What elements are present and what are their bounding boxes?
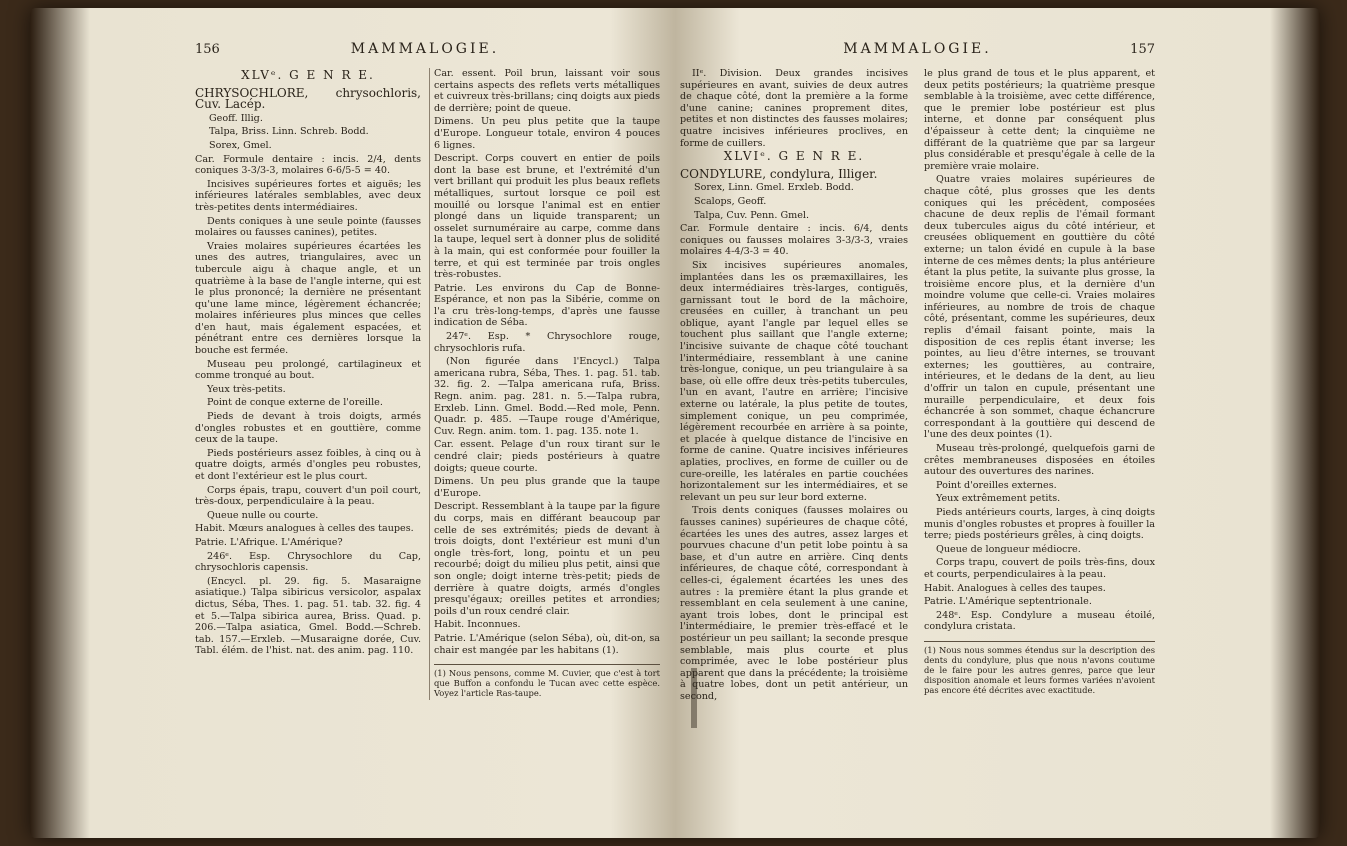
patrie-line: Patrie. Les environs du Cap de Bonne-Espérance, et non pas la Sibérie, comme on l'a cru très-long-temps, d'après une fausse indication de Séba. — [434, 282, 660, 329]
species-heading: 246ᵉ. Esp. Chrysochlore du Cap, chrysochloris capensis. — [195, 550, 421, 574]
paragraph: Pieds postérieurs assez foibles, à cinq ou à quatre doigts, armés d'ongles peu robustes, et dont l'extérieur est le plus court. — [195, 447, 421, 482]
left-column-1 — [195, 68, 421, 659]
genus-name: CHRYSOCHLORE, chrysochloris, Cuv. Lacép. — [195, 85, 421, 112]
species-references: (Non figurée dans l'Encycl.) Talpa americana rubra, Séba, Thes. 1. pag. 51. tab. 32. fig. 2. —Talpa americana rufa, Briss. Regn. anim. pag. 281. n. 5.—Talpa rubra, Erxleb. Linn. Gmel. Bodd.—Red mole, Penn. Quadr. p. 485. —Taupe rouge d'Amérique, Cuv. Regn. anim. tom. 1. pag. 135. note 1. — [434, 356, 660, 437]
essential-characters: Car. essent. Pelage d'un roux tirant sur le cendré clair; pieds postérieurs à quatre doigts; queue courte. — [434, 439, 660, 474]
synonym: Sorex, Gmel. — [209, 139, 272, 151]
paragraph: Corps trapu, couvert de poils très-fins, doux et courts, perpendiculaires à la peau. — [924, 557, 1155, 580]
running-head: MAMMALOGIE. — [350, 41, 500, 57]
dimensions: Dimens. Un peu plus petite que la taupe d'Europe. Longueur totale, environ 4 pouces 6 lignes. — [434, 116, 660, 151]
patrie-line: Patrie. L'Afrique. L'Amérique? — [195, 536, 343, 548]
description: Descript. Ressemblant à la taupe par la figure du corps, mais en différant beaucoup par celle de ses extrémités; pieds de devant à trois doigts, dont l'extérieur est muni d'un ongle très-fort, long, pointu et un peu recourbé; doigt du milieu plus petit, ainsi que son ongle; doigt interne très-petit; pieds de derrière à quatre doigts, armés d'ongles presqu'égaux; oreilles petites et arrondies; poils d'un roux cendré clair. — [434, 501, 660, 617]
paragraph: Corps épais, trapu, couvert d'un poil court, très-doux, perpendiculaire à la peau. — [195, 484, 421, 508]
species-heading: 247ᵉ. Esp. * Chrysochlore rouge, chrysochloris rufa. — [434, 331, 660, 354]
paragraph: le plus grand de tous et le plus apparent, et deux petits postérieurs; la quatrième presque semblable à la troisième, avec cette différence, que le premier lobe postérieur est plus interne, et donne par conséquent plus d'épaisseur à cette dent; la cinquième ne différant de la quatrième que par sa largeur plus considérable et presqu'égale à celle de la première vraie molaire. — [924, 68, 1155, 172]
footnote: (1) Nous nous sommes étendus sur la description des dents du condylure, plus que nous n'avons coutume de le faire pour les autres genres, parce que leur disposition anomale et leurs formes variées n'avoient pas encore été décrites avec exactitude. — [924, 641, 1155, 695]
paragraph: Point d'oreilles externes. — [936, 479, 1057, 491]
species-heading: 248ᵉ. Esp. Condylure a museau étoilé, condylura cristata. — [924, 609, 1155, 633]
paragraph: Trois dents coniques (fausses molaires ou fausses canines) supérieures de chaque côté, écartées les unes des autres, assez larges et pourvues chacune d'un petit lobe pointu à sa base, et d'un autre en arrière. Cinq dents inférieures, de chaque côté, correspondant à celles-ci, également écartées les unes des autres : la première étant la plus grande et ressemblant en cela seulement à une canine, ayant trois lobes, dont le principal est l'intermédiaire, le premier très-effacé et le postérieur un peu saillant; la seconde presque semblable, mais plus courte et plus comprimée, avec le lobe postérieur plus apparent que dans la précédente; la troisième à quatre lobes, dont un petit antérieur, un second, — [680, 505, 908, 702]
dimensions: Dimens. Un peu plus grande que la taupe d'Europe. — [434, 476, 660, 499]
dental-formula: Car. Formule dentaire : incis. 6/4, dents coniques ou fausses molaires 3-3/3-3, vraies molaires 4-4/3-3 = 40. — [680, 223, 908, 258]
paragraph: Incisives supérieures fortes et aiguës; les inférieures latérales semblables, avec deux très-petites dents intermédiaires. — [195, 178, 421, 213]
paragraph: Yeux extrêmement petits. — [936, 493, 1061, 505]
paragraph: Quatre vraies molaires supérieures de chaque côté, plus grosses que les dents coniques qui les précèdent, composées chacune de deux replis de l'émail formant deux tubercules aigus du côté intérieur, et creusées obliquement en gouttière du côté externe; un talon évidé en cupule à la base interne de ces mêmes dents; la plus antérieure étant la plus petite, la suivante plus grosse, la troisième encore plus, et la dernière d'un moindre volume que celle-ci. Vraies molaires inférieures, au nombre de trois de chaque côté, présentant, comme les supérieures, deux replis d'émail faisant pointe, mais la disposition de ces replis étant inverse; les pointes, au lieu d'être internes, se trouvant externes; les gouttières, au contraire, intérieures, et le dedans de la dent, au lieu d'offrir un talon en cupule, présentant une muraille perpendiculaire, et deux fois échancrée à son sommet, chaque échancrure correspondant à la gouttière qui descend de l'une des deux pointes (1). — [924, 174, 1155, 441]
essential-characters: Car. essent. Poil brun, laissant voir sous certains aspects des reflets verts métalliques et cuivreux très-brillans; cinq doigts aux pieds de derrière; point de queue. — [434, 68, 660, 114]
right-column-1 — [680, 68, 908, 704]
synonym: Sorex, Linn. Gmel. Erxleb. Bodd. — [694, 182, 854, 194]
synonym: Talpa, Briss. Linn. Schreb. Bodd. — [209, 126, 369, 138]
paragraph: Museau très-prolongé, quelquefois garni de crêtes membraneuses disposées en étoiles autour des ouvertures des narines. — [924, 443, 1155, 478]
page-number: 157 — [1130, 42, 1155, 57]
page-number: 156 — [195, 42, 220, 57]
habit-line: Habit. Analogues à celles des taupes. — [924, 582, 1106, 594]
genre-heading: XLVᵉ. G E N R E. — [241, 68, 375, 82]
paragraph: Point de conque externe de l'oreille. — [207, 397, 383, 409]
division-heading: IIᵉ. Division. Deux grandes incisives supérieures en avant, suivies de deux autres de chaque côté, dont la première a la forme d'une canine; canines proprement dites, petites et non distinctes des fausses molaires; quatre incisives inférieures proclives, en forme de cuillers. — [680, 68, 908, 149]
patrie-line: Patrie. L'Amérique (selon Séba), où, dit-on, sa chair est mangée par les habitans (1). — [434, 632, 660, 656]
paragraph: Queue nulle ou courte. — [207, 509, 319, 521]
paragraph: Vraies molaires supérieures écartées les unes des autres, triangulaires, avec un tubercule aigu à chaque angle, et un quatrième à la base de l'angle interne, qui est le plus prononcé; la dernière ne présentant qu'une lame mince, légèrement échancrée; molaires inférieures plus minces que celles d'en haut, mais également espacées, et pénétrant entre ces dernières lorsque la bouche est fermée. — [195, 240, 421, 357]
genus-name: CONDYLURE, condylura, Illiger. — [680, 166, 878, 181]
synonym: Scalops, Geoff. — [694, 195, 767, 207]
paragraph: Pieds de devant à trois doigts, armés d'ongles robustes et en gouttière, comme ceux de la taupe. — [195, 411, 421, 446]
paragraph: Yeux très-petits. — [207, 383, 286, 395]
genre-heading: XLVIᵉ. G E N R E. — [723, 149, 865, 164]
paragraph: Museau peu prolongé, cartilagineux et comme tronqué au bout. — [195, 358, 421, 382]
description: Descript. Corps couvert en entier de poils dont la base est brune, et l'extrémité d'un vert brillant qui produit les plus beaux reflets métalliques, surtout lorsque ce poil est mouillé ou lorsque l'animal est en entier plongé dans un liquide transparent; un osselet surnuméraire au carpe, comme dans la taupe, lequel sert à donner plus de solidité à la main, qui est conformée pour fouiller la terre, et qui est terminée par trois ongles très-robustes. — [434, 153, 660, 281]
dental-formula: Car. Formule dentaire : incis. 2/4, dents coniques 3-3/3-3, molaires 6-6/5-5 = 40. — [195, 153, 421, 177]
synonym: Talpa, Cuv. Penn. Gmel. — [694, 209, 810, 221]
footnote: (1) Nous pensons, comme M. Cuvier, que c'est à tort que Buffon a confondu le Tucan avec cette espèce. Voyez l'article Ras-taupe. — [434, 664, 660, 698]
paragraph: Pieds antérieurs courts, larges, à cinq doigts munis d'ongles robustes et propres à fouiller la terre; pieds postérieurs grêles, à cinq doigts. — [924, 506, 1155, 542]
patrie-line: Patrie. L'Amérique septentrionale. — [924, 596, 1092, 608]
species-references: (Encycl. pl. 29. fig. 5. Masaraigne asiatique.) Talpa sibiricus versicolor, aspalax dictus, Séba, Thes. 1. pag. 51. tab. 32. fig. 4 et 5.—Talpa sibirica aurea, Briss. Quad. p. 206.—Talpa asiatica, Gmel. Bodd.—Schreb. tab. 157.—Erxleb. —Musaraigne dorée, Cuv. Tabl. élém. de l'hist. nat. des anim. pag. 110. — [195, 575, 421, 657]
paragraph: Queue de longueur médiocre. — [936, 543, 1081, 555]
habit-line: Habit. Mœurs analogues à celles des taupes. — [195, 523, 414, 535]
habit-line: Habit. Inconnues. — [434, 619, 521, 631]
synonym: Geoff. Illig. — [209, 112, 263, 124]
running-head: MAMMALOGIE. — [843, 41, 992, 57]
paragraph: Six incisives supérieures anomales, implantées dans les os præmaxillaires, les deux intermédiaires très-larges, contiguës, garnissant tout le bord de la mâchoire, creusées en cuiller, à tranchant un peu oblique, ayant l'angle par lequel elles se touchent plus saillant que l'angle externe; l'incisive suivante de chaque côté touchant l'intermédiaire, ressemblant à une canine très-longue, conique, un peu triangulaire à sa base, où elle offre deux très-petits tubercules, l'un en avant, l'autre en arrière; l'incisive externe ou latérale, la plus petite de toutes, simplement conique, un peu comprimée, légèrement recourbée en arrière à sa pointe, et placée à quelque distance de l'incisive en forme de canine. Quatre incisives inférieures aplaties, proclives, en forme de cuiller ou de cure-oreille, les latérales en partie couchées horizontalement sur les intermédiaires, et se relevant un peu sur leur bord externe. — [680, 259, 908, 503]
left-column-2 — [429, 68, 660, 700]
right-column-2 — [924, 68, 1155, 697]
paragraph: Dents coniques à une seule pointe (fausses molaires ou fausses canines), petites. — [195, 215, 421, 239]
